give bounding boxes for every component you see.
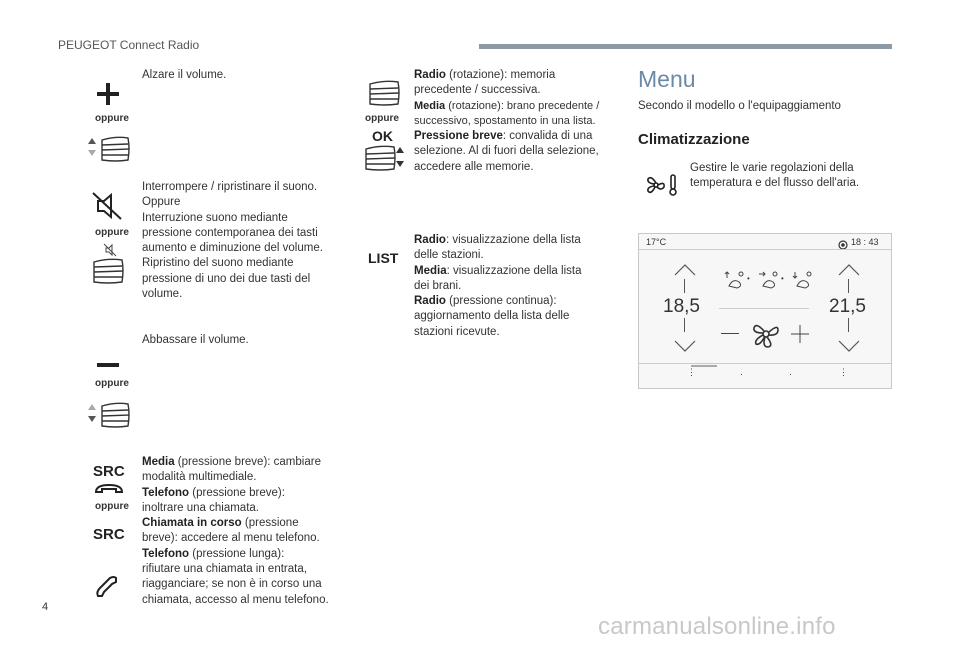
mute-line: volume. [142,288,183,301]
airflow-face-icon[interactable] [723,270,745,295]
left-temp-tick [684,279,685,293]
mute-line: Ripristino del suono mediante [142,257,294,270]
right-temp-tick [848,318,849,332]
ok-label: OK [372,128,393,144]
dot-icon[interactable]: · [789,369,792,379]
left-temperature: 18,5 [663,296,700,317]
text: stazioni ricevute. [414,325,500,338]
text: (pressione breve): [189,486,285,499]
left-temp-up-chevron[interactable] [675,262,695,280]
fan-increase-button[interactable] [791,325,809,348]
climate-icon [645,173,681,202]
menu-dots-icon[interactable]: ⋮ [839,367,848,377]
oppure-label: oppure [95,501,129,512]
right-temperature: 21,5 [829,296,866,317]
mute-line: aumento e diminuzione del volume. [142,242,323,255]
screen-bottom-divider [639,363,891,364]
rotary-wheel-icon [368,80,402,113]
settings-icon [838,237,848,255]
text: (pressione lunga): [189,547,285,560]
mute-description [142,180,342,302]
airflow-feet-icon[interactable] [791,270,813,295]
volume-up-text: Alzare il volume. [142,69,227,81]
fan-decrease-button[interactable] [721,333,739,334]
dot: • [781,274,784,283]
text: (pressione breve): cambiare [174,456,321,468]
menu-dots-icon[interactable]: ⋮ [687,367,696,377]
steering-volume-down-icon [88,402,132,435]
text: : visualizzazione della lista [445,234,581,246]
text: (pressione [241,517,299,530]
dot: • [747,274,750,283]
outside-temperature: 17°C [646,237,667,247]
volume-plus-icon [97,83,119,110]
speaker-mute-icon [93,193,123,224]
mute-line: Oppure [142,196,181,209]
volume-down-text: Abbassare il volume. [142,334,249,346]
label-bold: Telefono [142,547,190,560]
watermark: carmanualsonline.info [598,613,836,640]
label-bold: Pressione breve [414,130,503,143]
text: dei brani. [414,279,462,292]
right-temp-tick [848,279,849,293]
label-bold: Radio [414,69,446,81]
src-description [142,455,347,608]
oppure-label: oppure [95,378,129,389]
mute-line: Interruzione suono mediante [142,211,288,224]
menu-title: Menu [638,66,696,92]
volume-minus-icon [97,354,119,372]
label-bold: Telefono [142,486,190,499]
text: Gestire le varie regolazioni della [690,162,854,174]
clock: 18 : 43 [851,237,879,247]
text: rifiutare una chiamata in entrata, [142,563,307,576]
text: riagganciare; se non è in corso una [142,578,322,591]
text: precedente / successiva. [414,84,541,97]
text: aggiornamento della lista delle [414,310,570,323]
label-bold: Media [414,264,447,277]
climate-title: Climatizzazione [638,131,750,148]
text: : visualizzazione della lista [446,264,582,277]
text: chiamata, accesso al menu telefono. [142,593,329,606]
text: breve): accedere al menu telefono. [142,532,320,545]
phone-icon [94,482,124,500]
phone-handset-icon [96,576,118,603]
steering-ok-wheel-icon [364,145,408,178]
text: (rotazione): brano precedente / [445,99,600,112]
right-temp-down-chevron[interactable] [839,338,859,356]
text: (rotazione): memoria [445,69,556,81]
text: accedere alle memorie. [414,160,534,173]
label-bold: Chiamata in corso [142,517,242,530]
airflow-divider [719,308,809,309]
list-label: LIST [368,250,399,266]
text: inoltrare una chiamata. [142,501,259,514]
label-bold: Media [414,99,446,112]
document-header: PEUGEOT Connect Radio [58,38,200,52]
steering-control-icon [92,258,126,291]
mute-line: Interrompere / ripristinare il suono. [142,181,318,193]
page-number: 4 [42,601,49,613]
fan-icon [752,320,780,353]
text: delle stazioni. [414,249,484,262]
label-bold: Radio [414,295,446,308]
oppure-label: oppure [95,227,129,238]
list-description [414,233,614,340]
label-bold: Radio [414,234,446,246]
src-label: SRC [93,463,125,480]
airflow-feet-face-icon[interactable] [757,270,779,295]
header-rule [479,44,892,49]
text: successivo, spostamento in una lista. [414,114,596,127]
mute-line: pressione di uno dei due tasti del [142,272,311,285]
left-temp-tick [684,318,685,332]
rotary-description [414,68,614,175]
text: (pressione continua): [445,295,557,308]
screen-divider [639,249,891,250]
mute-line: pressione contemporanea dei tasti [142,226,318,239]
text: selezione. Al di fuori della selezione, [414,145,599,158]
menu-subtitle: Secondo il modello o l'equipaggiamento [638,100,841,112]
text: temperatura e del flusso dell'aria. [690,177,860,190]
oppure-label: oppure [365,113,399,124]
src-label: SRC [93,526,125,543]
text: modalità multimediale. [142,471,257,484]
oppure-label: oppure [95,113,129,124]
dot-icon[interactable]: · [740,369,743,379]
steering-volume-up-icon [88,136,132,169]
climate-screen [638,233,892,389]
right-temp-up-chevron[interactable] [839,262,859,280]
left-temp-down-chevron[interactable] [675,338,695,356]
label-bold: Media [142,456,175,468]
text: : convalida di una [502,130,593,143]
climate-description [690,161,859,192]
